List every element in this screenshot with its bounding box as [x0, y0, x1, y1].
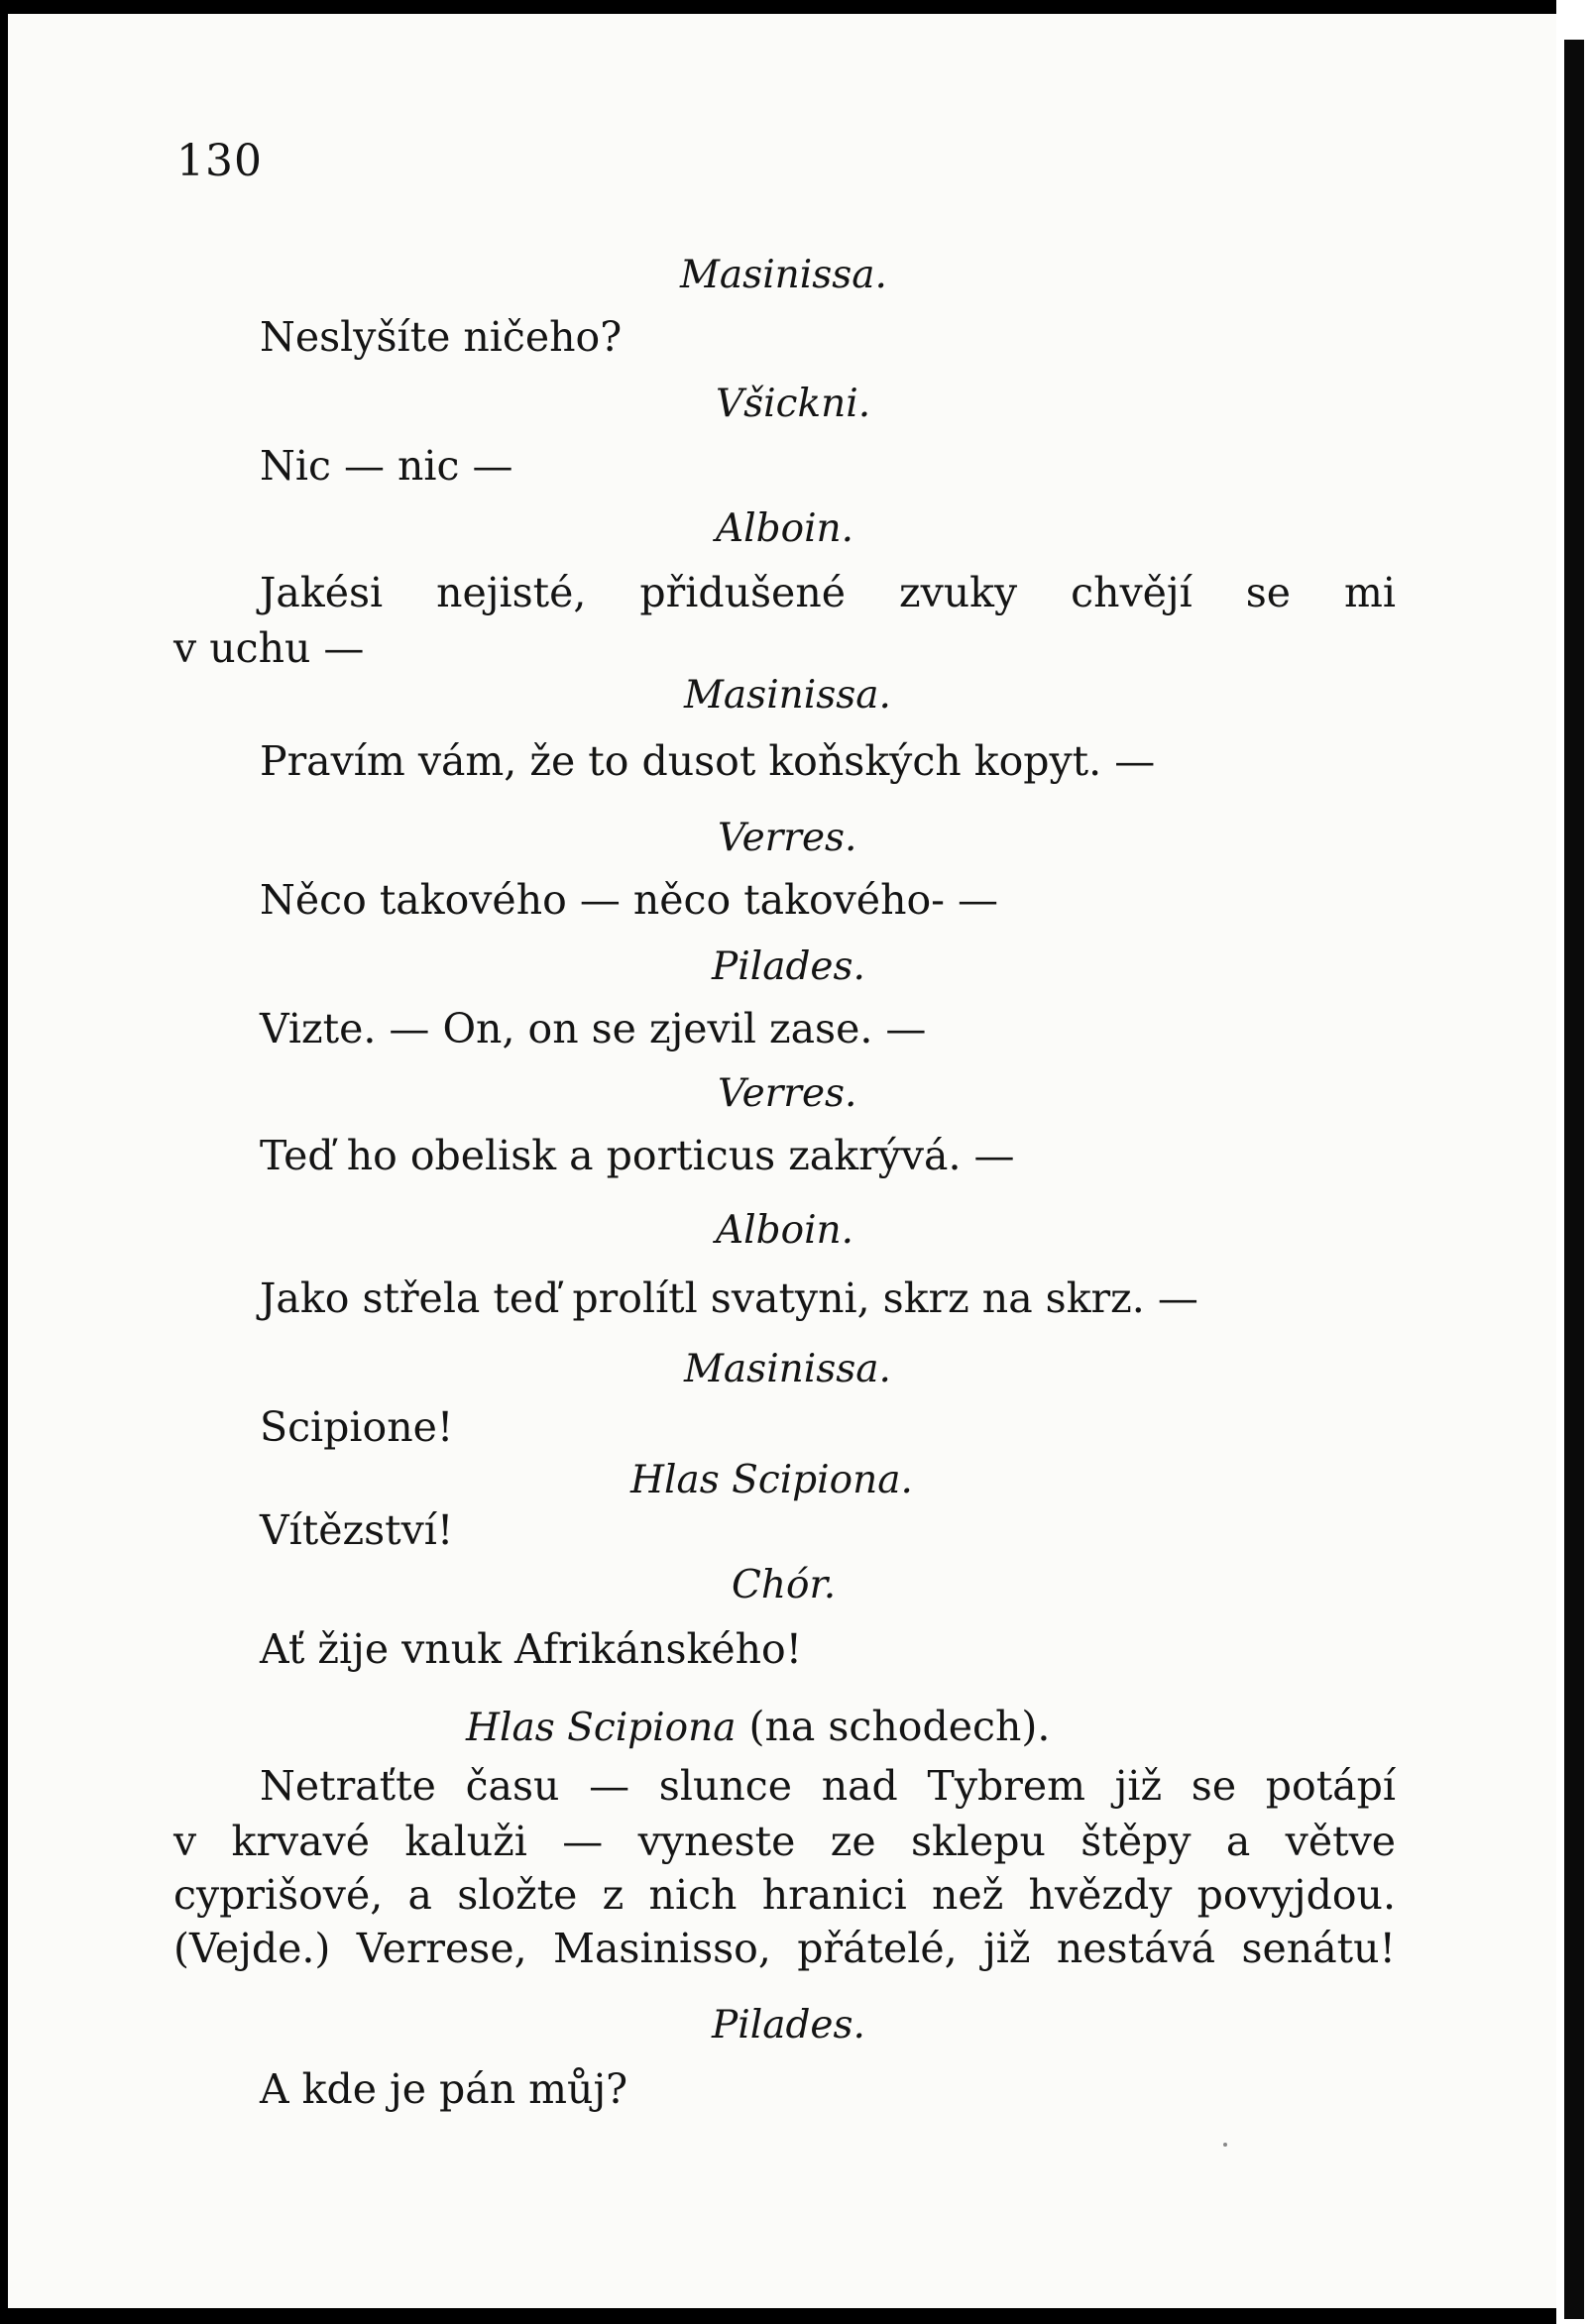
dialogue-line: Neslyšíte ničeho?: [260, 313, 623, 361]
speaker-label: Alboin.: [716, 1208, 854, 1253]
speaker-label: Masinissa.: [684, 673, 891, 718]
speaker-label: Alboin.: [716, 506, 854, 551]
speaker-label-with-direction: [466, 1703, 1051, 1750]
dialogue-line: Ať žije vnuk Afrikánského!: [260, 1625, 803, 1673]
paragraph-line: cyprišové, a složte z nich hranici než hvězdy povyjdou.: [173, 1871, 1396, 1919]
dialogue-line: Vizte. — On, on se zjevil zase. —: [260, 1005, 927, 1052]
speaker-label: Hlas Scipiona.: [630, 1458, 913, 1502]
dialogue-line: Vítězství!: [260, 1506, 454, 1554]
dialogue-line: Nic — nic —: [260, 442, 513, 490]
speaker-label: Pilades.: [712, 944, 865, 989]
dialogue-line: Jakési nejisté, přidušené zvuky chvějí se mi: [260, 569, 1396, 616]
scan-edge: [1556, 0, 1591, 2324]
dialogue-line: Scipione!: [260, 1403, 454, 1451]
dialogue-line: A kde je pán můj?: [260, 2065, 628, 2113]
speaker-name: Hlas Scipiona: [466, 1706, 737, 1750]
speaker-label: Masinissa.: [684, 1347, 891, 1391]
paragraph-line: (Vejde.) Verrese, Masinisso, přátelé, již nestává senátu!: [173, 1925, 1396, 1972]
dialogue-line: Jako střela teď prolítl svatyni, skrz na skrz. —: [260, 1274, 1198, 1322]
paragraph-line: v krvavé kaluži — vyneste ze sklepu štěpy a větve: [173, 1818, 1396, 1865]
paragraph-line: Netraťte času — slunce nad Tybrem již se potápí: [260, 1762, 1396, 1810]
speaker-label: Masinissa.: [680, 253, 887, 297]
speaker-label: Verres.: [718, 816, 857, 860]
dialogue-line: Pravím vám, že to dusot koňských kopyt. —: [260, 737, 1156, 785]
dialogue-line: v uchu —: [173, 624, 365, 672]
scan-speck: [1223, 2143, 1227, 2147]
dialogue-line: Něco takového — něco takového- —: [260, 876, 999, 924]
dialogue-line: Teď ho obelisk a porticus zakrývá. —: [260, 1132, 1015, 1179]
page-number: 130: [176, 136, 263, 186]
speaker-label: Chór.: [732, 1563, 837, 1607]
speaker-label: Všickni.: [716, 382, 871, 426]
speaker-label: Verres.: [718, 1071, 857, 1116]
stage-direction: (na schodech).: [748, 1703, 1051, 1750]
speaker-label: Pilades.: [712, 2003, 865, 2047]
